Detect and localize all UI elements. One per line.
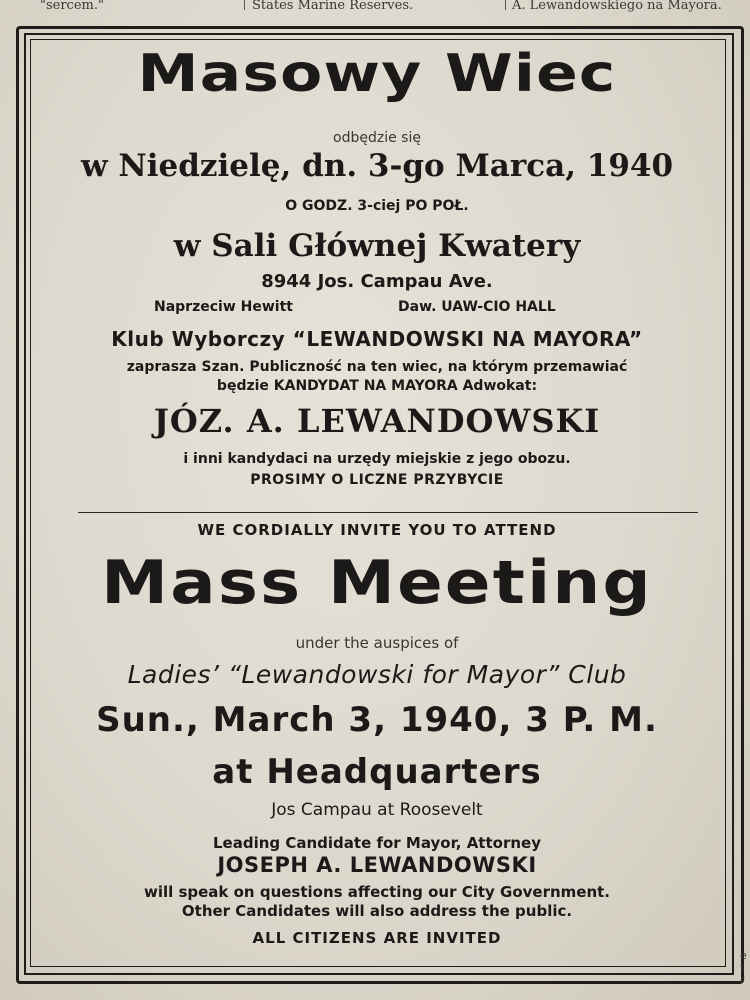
- club-english: Ladies’ “Lewandowski for Mayor” Club: [127, 660, 627, 689]
- address-english: Jos Campau at Roosevelt: [271, 800, 483, 820]
- column-rule: [505, 0, 506, 10]
- opposite-left: Naprzeciw Hewitt: [154, 299, 293, 315]
- headline-polish: Masowy Wiec: [137, 44, 617, 104]
- fragment-middle: States Marine Reserves.: [252, 0, 414, 13]
- headline-english: Mass Meeting: [101, 548, 653, 618]
- side-clipped-text: e t r: [740, 949, 747, 986]
- time-polish: O GODZ. 3-ciej PO POŁ.: [285, 198, 469, 214]
- candidate-polish: JÓZ. A. LEWANDOWSKI: [153, 402, 601, 440]
- fragment-left: "sercem.": [40, 0, 104, 13]
- address-polish: 8944 Jos. Campau Ave.: [261, 271, 493, 292]
- club-polish: Klub Wyborczy “LEWANDOWSKI NA MAYORA”: [111, 327, 643, 351]
- others-english: Other Candidates will also address the public.: [181, 902, 573, 920]
- please-attend: PROSIMY O LICZNE PRZYBYCIE: [250, 472, 504, 488]
- speak-line: will speak on questions affecting our City Government.: [143, 883, 611, 901]
- fragment-right: A. Lewandowskiego na Mayora.: [512, 0, 722, 13]
- invite-line-2: będzie KANDYDAT NA MAYORA Adwokat:: [216, 378, 538, 394]
- invite-english: WE CORDIALLY INVITE YOU TO ATTEND: [197, 521, 557, 539]
- top-clipped-text: [0, 0, 750, 20]
- date-polish: w Niedzielę, dn. 3-go Marca, 1940: [80, 148, 674, 184]
- section-divider: [78, 512, 698, 513]
- candidate-english: JOSEPH A. LEWANDOWSKI: [217, 853, 537, 877]
- subtitle-polish: odbędzie się: [333, 130, 421, 146]
- date-english: Sun., March 3, 1940, 3 P. M.: [96, 700, 658, 740]
- venue-polish: w Sali Głównej Kwatery: [173, 228, 581, 264]
- others-polish: i inni kandydaci na urzędy miejskie z jego obozu.: [183, 451, 571, 467]
- auspices: under the auspices of: [295, 634, 459, 652]
- column-rule: [244, 0, 245, 10]
- invite-line-1: zaprasza Szan. Publiczność na ten wiec, na którym przemawiać: [126, 359, 628, 375]
- venue-english: at Headquarters: [212, 752, 542, 792]
- leading-candidate: Leading Candidate for Mayor, Attorney: [212, 834, 541, 852]
- opposite-right: Daw. UAW-CIO HALL: [398, 299, 556, 315]
- citizens-invited: ALL CITIZENS ARE INVITED: [252, 929, 502, 947]
